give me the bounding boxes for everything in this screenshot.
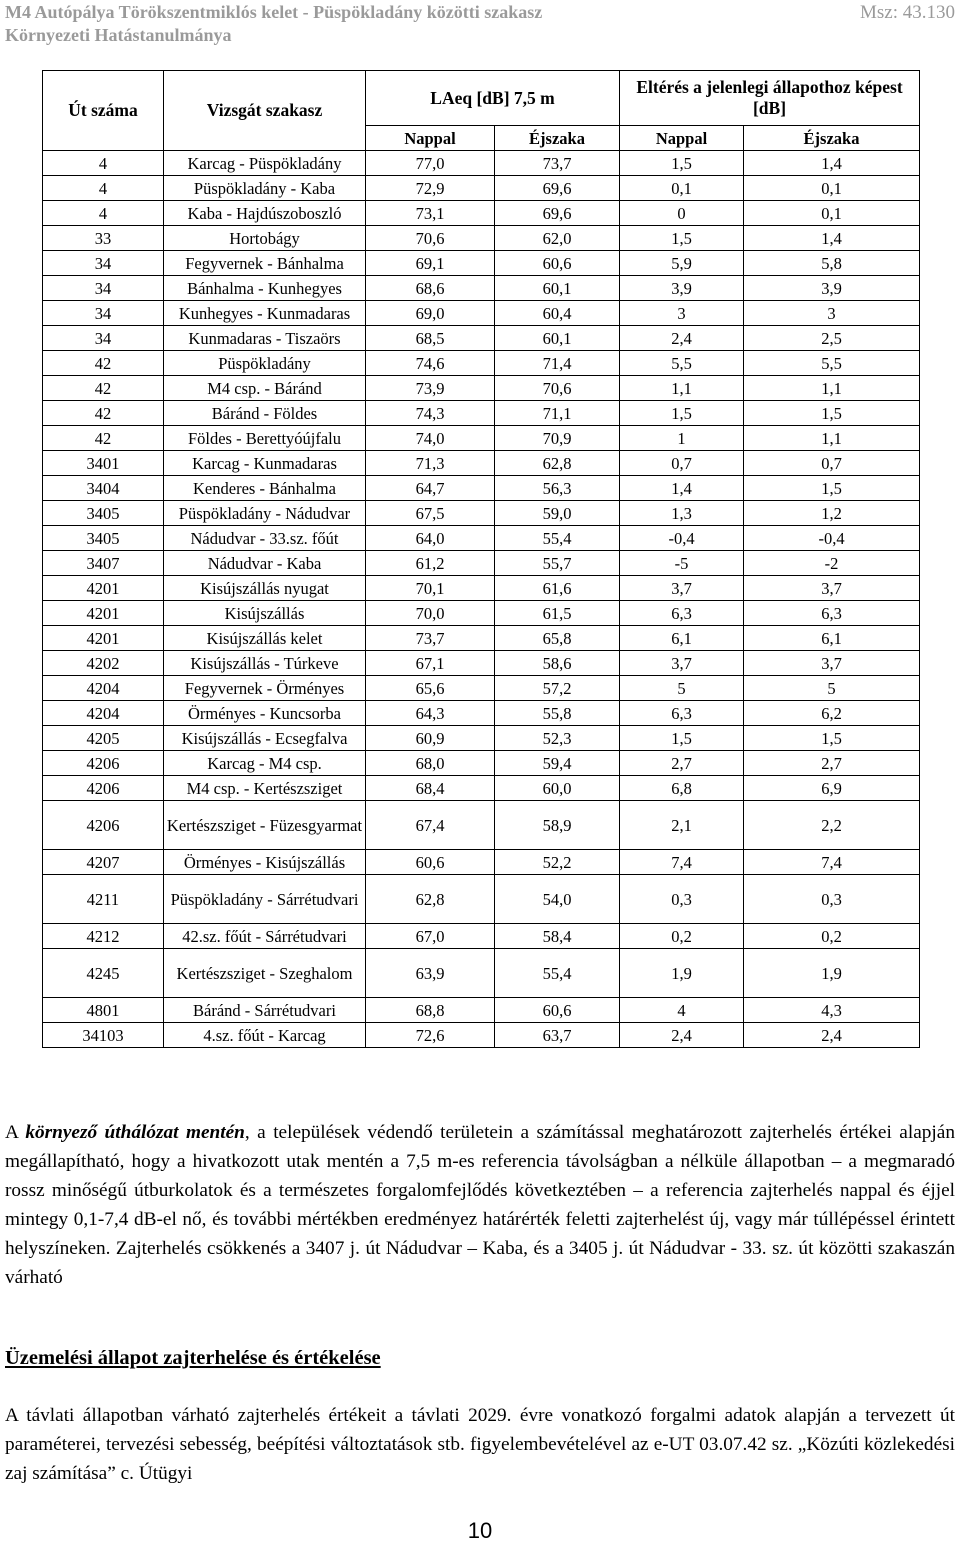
cell-day-diff: 1,5: [620, 151, 744, 176]
running-header: [5, 1, 955, 47]
cell-section: Örményes - Kisújszállás: [164, 850, 366, 875]
paragraph-lead: A: [5, 1122, 26, 1143]
cell-route: 4212: [43, 924, 164, 949]
cell-section: M4 csp. - Báránd: [164, 376, 366, 401]
cell-route: 42: [43, 376, 164, 401]
cell-route: 4: [43, 176, 164, 201]
header-difference: Eltérés a jelenlegi állapothoz képest [dB]: [620, 71, 920, 126]
cell-section: Kaba - Hajdúszoboszló: [164, 201, 366, 226]
table-row: [43, 776, 920, 801]
header-route: Út száma: [43, 71, 164, 151]
table-row: [43, 601, 920, 626]
cell-night-diff: 6,9: [744, 776, 920, 801]
cell-night-laeq: 63,7: [495, 1023, 620, 1048]
table-row: [43, 426, 920, 451]
cell-day-laeq: 67,0: [366, 924, 495, 949]
table-row: [43, 924, 920, 949]
cell-route: 4206: [43, 801, 164, 850]
cell-section: Kertészsziget - Füzesgyarmat: [164, 801, 366, 850]
cell-night-laeq: 69,6: [495, 176, 620, 201]
cell-day-diff: 1,9: [620, 949, 744, 998]
cell-day-diff: 2,4: [620, 326, 744, 351]
cell-night-diff: 2,5: [744, 326, 920, 351]
table-row: [43, 176, 920, 201]
cell-route: 42: [43, 426, 164, 451]
cell-night-diff: 1,5: [744, 476, 920, 501]
cell-day-laeq: 68,5: [366, 326, 495, 351]
cell-day-diff: 7,4: [620, 850, 744, 875]
table-row: [43, 151, 920, 176]
cell-day-diff: 1,5: [620, 726, 744, 751]
cell-night-laeq: 55,7: [495, 551, 620, 576]
cell-section: Püspökladány - Kaba: [164, 176, 366, 201]
cell-day-diff: 1,4: [620, 476, 744, 501]
cell-night-diff: 2,4: [744, 1023, 920, 1048]
cell-section: Földes - Berettyóújfalu: [164, 426, 366, 451]
cell-day-laeq: 65,6: [366, 676, 495, 701]
cell-night-laeq: 71,1: [495, 401, 620, 426]
cell-route: 3404: [43, 476, 164, 501]
cell-night-diff: 1,4: [744, 226, 920, 251]
cell-night-laeq: 60,1: [495, 326, 620, 351]
cell-night-laeq: 55,4: [495, 526, 620, 551]
cell-route: 3407: [43, 551, 164, 576]
cell-route: 34103: [43, 1023, 164, 1048]
cell-day-diff: 3,9: [620, 276, 744, 301]
cell-night-laeq: 58,4: [495, 924, 620, 949]
cell-day-laeq: 68,8: [366, 998, 495, 1023]
cell-night-diff: 3,7: [744, 651, 920, 676]
cell-night-diff: 7,4: [744, 850, 920, 875]
cell-day-diff: 1,1: [620, 376, 744, 401]
header-section: Vizsgát szakasz: [164, 71, 366, 151]
cell-day-diff: 0,3: [620, 875, 744, 924]
cell-day-laeq: 73,7: [366, 626, 495, 651]
cell-section: Báránd - Sárrétudvari: [164, 998, 366, 1023]
cell-night-diff: 5: [744, 676, 920, 701]
cell-night-diff: 1,4: [744, 151, 920, 176]
cell-section: Püspökladány: [164, 351, 366, 376]
cell-night-diff: 3,7: [744, 576, 920, 601]
cell-night-diff: 4,3: [744, 998, 920, 1023]
table-row: [43, 551, 920, 576]
table-row: [43, 301, 920, 326]
cell-section: Püspökladány - Nádudvar: [164, 501, 366, 526]
cell-night-laeq: 69,6: [495, 201, 620, 226]
cell-night-laeq: 70,9: [495, 426, 620, 451]
header-day-diff: Nappal: [620, 126, 744, 151]
cell-route: 4206: [43, 776, 164, 801]
cell-route: 4211: [43, 875, 164, 924]
cell-night-laeq: 60,1: [495, 276, 620, 301]
cell-night-laeq: 54,0: [495, 875, 620, 924]
header-laeq: LAeq [dB] 7,5 m: [366, 71, 620, 126]
cell-day-laeq: 72,6: [366, 1023, 495, 1048]
table-row: [43, 676, 920, 701]
cell-day-diff: 0,2: [620, 924, 744, 949]
cell-day-laeq: 74,3: [366, 401, 495, 426]
cell-route: 34: [43, 326, 164, 351]
cell-night-diff: 5,8: [744, 251, 920, 276]
cell-day-diff: 6,3: [620, 601, 744, 626]
cell-section: Püspökladány - Sárrétudvari: [164, 875, 366, 924]
document-number: Msz: 43.130: [860, 2, 955, 23]
table-row: [43, 376, 920, 401]
cell-day-laeq: 69,0: [366, 301, 495, 326]
cell-section: Nádudvar - 33.sz. főút: [164, 526, 366, 551]
cell-day-diff: 4: [620, 998, 744, 1023]
cell-section: 42.sz. főút - Sárrétudvari: [164, 924, 366, 949]
cell-route: 4245: [43, 949, 164, 998]
header-night-laeq: Éjszaka: [495, 126, 620, 151]
page-number: 10: [467, 1518, 493, 1543]
cell-route: 4201: [43, 576, 164, 601]
cell-section: Karcag - Püspökladány: [164, 151, 366, 176]
cell-night-laeq: 52,2: [495, 850, 620, 875]
cell-night-laeq: 60,6: [495, 998, 620, 1023]
table-row: [43, 801, 920, 850]
cell-day-diff: 6,1: [620, 626, 744, 651]
cell-night-laeq: 59,0: [495, 501, 620, 526]
paragraph-emphasis: környező úthálózat mentén: [25, 1122, 245, 1143]
cell-route: 42: [43, 351, 164, 376]
cell-day-laeq: 67,5: [366, 501, 495, 526]
cell-night-diff: 6,1: [744, 626, 920, 651]
cell-night-laeq: 60,6: [495, 251, 620, 276]
cell-day-diff: 5,5: [620, 351, 744, 376]
cell-day-diff: -0,4: [620, 526, 744, 551]
cell-day-laeq: 70,1: [366, 576, 495, 601]
cell-night-diff: 0,1: [744, 176, 920, 201]
cell-section: Örményes - Kuncsorba: [164, 701, 366, 726]
cell-night-laeq: 52,3: [495, 726, 620, 751]
cell-night-diff: -2: [744, 551, 920, 576]
table-row: [43, 276, 920, 301]
header-night-diff: Éjszaka: [744, 126, 920, 151]
cell-route: 34: [43, 251, 164, 276]
table-row: [43, 998, 920, 1023]
table-row: [43, 626, 920, 651]
cell-day-diff: 6,8: [620, 776, 744, 801]
section-title: Üzemelési állapot zajterhelése és értékelése: [5, 1347, 381, 1369]
cell-section: Bánhalma - Kunhegyes: [164, 276, 366, 301]
cell-route: 4201: [43, 626, 164, 651]
cell-route: 4: [43, 201, 164, 226]
paragraph-operation: A távlati állapotban várható zajterhelés értékeit a távlati 2029. évre vonatkozó forgalmi adatok alapján a tervezett út paraméterei, tervezési sebesség, beépítési változtatások stb. figyelembevételével az e-UT 03.07.42 sz. „Közúti közlekedési zaj számítása” c. Útügyi: [5, 1405, 955, 1484]
table-row: [43, 326, 920, 351]
cell-route: 4204: [43, 676, 164, 701]
cell-route: 3405: [43, 501, 164, 526]
cell-day-diff: 0,1: [620, 176, 744, 201]
cell-day-diff: 0: [620, 201, 744, 226]
table-row: [43, 526, 920, 551]
cell-night-diff: 3: [744, 301, 920, 326]
cell-day-laeq: 70,6: [366, 226, 495, 251]
cell-night-laeq: 57,2: [495, 676, 620, 701]
cell-day-diff: 1,3: [620, 501, 744, 526]
table-header-row: [43, 71, 920, 126]
cell-day-laeq: 60,9: [366, 726, 495, 751]
table-row: [43, 850, 920, 875]
cell-night-laeq: 73,7: [495, 151, 620, 176]
cell-day-laeq: 73,9: [366, 376, 495, 401]
cell-day-laeq: 60,6: [366, 850, 495, 875]
cell-section: Kisújszállás - Ecsegfalva: [164, 726, 366, 751]
cell-section: M4 csp. - Kertészsziget: [164, 776, 366, 801]
cell-night-laeq: 60,0: [495, 776, 620, 801]
cell-day-laeq: 64,7: [366, 476, 495, 501]
cell-day-laeq: 64,0: [366, 526, 495, 551]
cell-route: 34: [43, 301, 164, 326]
cell-night-diff: 6,2: [744, 701, 920, 726]
cell-night-diff: 0,2: [744, 924, 920, 949]
table-row: [43, 501, 920, 526]
cell-night-laeq: 59,4: [495, 751, 620, 776]
cell-day-laeq: 72,9: [366, 176, 495, 201]
table-row: [43, 949, 920, 998]
cell-section: Kisújszállás nyugat: [164, 576, 366, 601]
table-row: [43, 751, 920, 776]
cell-night-diff: 2,7: [744, 751, 920, 776]
cell-night-laeq: 62,0: [495, 226, 620, 251]
cell-night-diff: 0,7: [744, 451, 920, 476]
cell-day-laeq: 61,2: [366, 551, 495, 576]
cell-night-laeq: 61,6: [495, 576, 620, 601]
cell-night-laeq: 62,8: [495, 451, 620, 476]
cell-night-laeq: 70,6: [495, 376, 620, 401]
cell-day-diff: -5: [620, 551, 744, 576]
table-row: [43, 576, 920, 601]
cell-route: 4: [43, 151, 164, 176]
cell-section: Kisújszállás - Túrkeve: [164, 651, 366, 676]
cell-day-laeq: 68,6: [366, 276, 495, 301]
header-subtitle: Környezeti Hatástanulmánya: [5, 25, 232, 45]
table-row: [43, 226, 920, 251]
cell-day-diff: 3,7: [620, 576, 744, 601]
paragraph-road-network: [5, 1118, 955, 1292]
cell-day-laeq: 71,3: [366, 451, 495, 476]
cell-route: 42: [43, 401, 164, 426]
cell-day-diff: 3: [620, 301, 744, 326]
table-row: [43, 1023, 920, 1048]
cell-day-diff: 2,7: [620, 751, 744, 776]
cell-night-diff: 5,5: [744, 351, 920, 376]
cell-night-laeq: 58,9: [495, 801, 620, 850]
cell-day-laeq: 77,0: [366, 151, 495, 176]
cell-night-laeq: 58,6: [495, 651, 620, 676]
cell-night-diff: 2,2: [744, 801, 920, 850]
header-title: M4 Autópálya Törökszentmiklós kelet - Püspökladány közötti szakasz: [5, 2, 543, 22]
cell-day-diff: 5,9: [620, 251, 744, 276]
table-row: [43, 701, 920, 726]
cell-night-laeq: 61,5: [495, 601, 620, 626]
cell-day-diff: 2,1: [620, 801, 744, 850]
cell-night-laeq: 55,4: [495, 949, 620, 998]
table-body: [43, 151, 920, 1048]
cell-route: 33: [43, 226, 164, 251]
table-row: [43, 401, 920, 426]
cell-night-diff: 1,5: [744, 726, 920, 751]
cell-day-laeq: 70,0: [366, 601, 495, 626]
cell-day-laeq: 67,4: [366, 801, 495, 850]
table-row: [43, 651, 920, 676]
cell-night-laeq: 65,8: [495, 626, 620, 651]
cell-section: Kunmadaras - Tiszaörs: [164, 326, 366, 351]
cell-section: Karcag - M4 csp.: [164, 751, 366, 776]
cell-day-diff: 1,5: [620, 401, 744, 426]
cell-route: 4201: [43, 601, 164, 626]
paragraph-text: , a települések védendő területein a számítással meghatározott zajterhelés értékei alapján megállapítható, hogy a hivatkozott utak mentén a 7,5 m-es referencia távolságban a nélküle állapotban – a megmaradó rossz minőségű útburkolatok és a természetes forgalomfejlődés következtében – a referencia zajterhelés nappal és éjjel mintegy 0,1-7,4 dB-el nő, és további mértékben eredményez határérték feletti zajterhelést új, vagy már túllépéssel érintett helyszíneken. Zajterhelés csökkenés a 3407 j. út Nádudvar – Kaba, és a 3405 j. út Nádudvar - 33. sz. út közötti szakaszán várható: [5, 1122, 955, 1288]
cell-day-laeq: 62,8: [366, 875, 495, 924]
cell-section: Kertészsziget - Szeghalom: [164, 949, 366, 998]
cell-night-diff: 3,9: [744, 276, 920, 301]
cell-day-diff: 1: [620, 426, 744, 451]
table-row: [43, 201, 920, 226]
cell-night-diff: 0,1: [744, 201, 920, 226]
cell-section: Fegyvernek - Bánhalma: [164, 251, 366, 276]
cell-route: 4205: [43, 726, 164, 751]
cell-day-laeq: 67,1: [366, 651, 495, 676]
cell-day-laeq: 74,6: [366, 351, 495, 376]
cell-day-laeq: 63,9: [366, 949, 495, 998]
cell-day-diff: 6,3: [620, 701, 744, 726]
cell-section: Nádudvar - Kaba: [164, 551, 366, 576]
cell-night-diff: 0,3: [744, 875, 920, 924]
cell-day-diff: 1,5: [620, 226, 744, 251]
cell-night-laeq: 56,3: [495, 476, 620, 501]
cell-night-diff: 6,3: [744, 601, 920, 626]
cell-day-laeq: 68,4: [366, 776, 495, 801]
cell-route: 34: [43, 276, 164, 301]
table-row: [43, 251, 920, 276]
cell-section: Kunhegyes - Kunmadaras: [164, 301, 366, 326]
cell-section: Kisújszállás kelet: [164, 626, 366, 651]
cell-section: Karcag - Kunmadaras: [164, 451, 366, 476]
noise-level-table: [42, 70, 920, 1048]
cell-route: 3405: [43, 526, 164, 551]
cell-route: 4801: [43, 998, 164, 1023]
table-row: [43, 726, 920, 751]
cell-route: 4206: [43, 751, 164, 776]
cell-night-diff: 1,1: [744, 426, 920, 451]
cell-section: Kenderes - Bánhalma: [164, 476, 366, 501]
table-row: [43, 476, 920, 501]
cell-day-laeq: 69,1: [366, 251, 495, 276]
table-row: [43, 351, 920, 376]
cell-section: Hortobágy: [164, 226, 366, 251]
cell-day-diff: 2,4: [620, 1023, 744, 1048]
cell-route: 4202: [43, 651, 164, 676]
cell-section: 4.sz. főút - Karcag: [164, 1023, 366, 1048]
cell-night-diff: 1,2: [744, 501, 920, 526]
cell-night-diff: 1,1: [744, 376, 920, 401]
cell-day-diff: 3,7: [620, 651, 744, 676]
cell-route: 4207: [43, 850, 164, 875]
cell-route: 3401: [43, 451, 164, 476]
cell-night-diff: 1,9: [744, 949, 920, 998]
cell-section: Kisújszállás: [164, 601, 366, 626]
cell-day-laeq: 73,1: [366, 201, 495, 226]
cell-day-laeq: 64,3: [366, 701, 495, 726]
cell-day-diff: 0,7: [620, 451, 744, 476]
cell-night-laeq: 55,8: [495, 701, 620, 726]
cell-day-diff: 5: [620, 676, 744, 701]
cell-night-laeq: 71,4: [495, 351, 620, 376]
cell-day-laeq: 68,0: [366, 751, 495, 776]
table-row: [43, 451, 920, 476]
cell-section: Báránd - Földes: [164, 401, 366, 426]
cell-day-laeq: 74,0: [366, 426, 495, 451]
cell-night-laeq: 60,4: [495, 301, 620, 326]
cell-section: Fegyvernek - Örményes: [164, 676, 366, 701]
cell-night-diff: 1,5: [744, 401, 920, 426]
table-row: [43, 875, 920, 924]
header-day-laeq: Nappal: [366, 126, 495, 151]
cell-night-diff: -0,4: [744, 526, 920, 551]
cell-route: 4204: [43, 701, 164, 726]
